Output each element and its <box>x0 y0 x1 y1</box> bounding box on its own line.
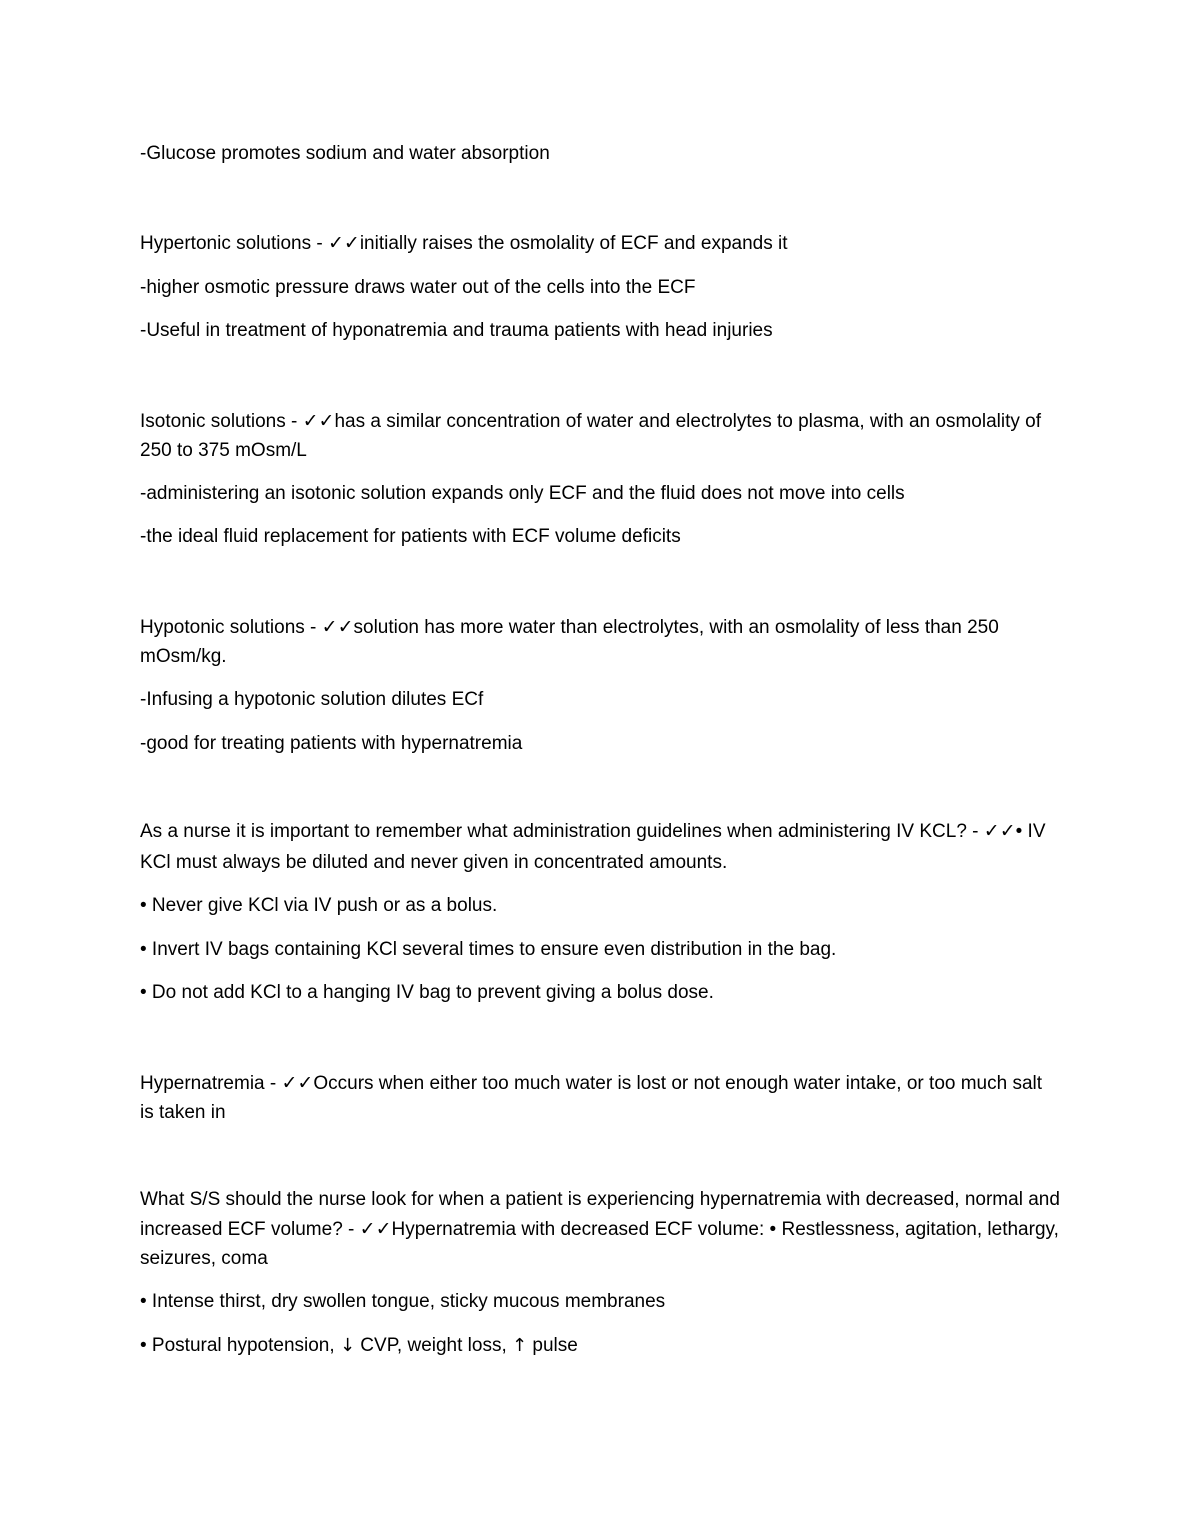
term-label: What S/S should the nurse look for when a patient is experiencing hypernatremia with decreased, normal and increased ECF volume? - <box>140 1189 1060 1240</box>
term-answer: has a similar concentration of water and electrolytes to plasma, with an osmolality of 250 to 375 mOsm/L <box>140 411 1041 461</box>
term-hypertonic <box>140 229 1060 258</box>
check-icon: ✓✓ <box>327 232 360 254</box>
term-hypernatremia <box>140 1069 1060 1127</box>
line-useful-treatment <box>140 316 1060 345</box>
check-icon: ✓✓ <box>302 410 335 432</box>
bullet-text: • Do not add KCl to a hanging IV bag to prevent giving a bolus dose. <box>140 982 714 1003</box>
term-iv-kcl <box>140 816 1060 878</box>
check-icon: ✓✓ <box>321 616 354 638</box>
line-text: -Useful in treatment of hyponatremia and trauma patients with head injuries <box>140 320 773 341</box>
bullet-text: • Invert IV bags containing KCl several times to ensure even distribution in the bag. <box>140 939 837 960</box>
term-label: Hypotonic solutions - <box>140 617 322 638</box>
term-answer: • IV KCl must always be diluted and never given in concentrated amounts. <box>140 821 1046 873</box>
bullet-text-part: CVP, weight loss, <box>355 1335 513 1356</box>
bullet-text-part: pulse <box>527 1335 578 1356</box>
bullet-text: • Never give KCl via IV push or as a bolus. <box>140 895 498 916</box>
term-hypotonic <box>140 613 1060 671</box>
bullet-invert-bags <box>140 935 1060 964</box>
line-text: -higher osmotic pressure draws water out of the cells into the ECF <box>140 277 696 298</box>
term-label: Hypertonic solutions - <box>140 233 328 254</box>
arrow-up-icon: ↑ <box>512 1335 528 1356</box>
line-dilutes-ecf <box>140 685 1060 714</box>
check-icon: ✓✓ <box>281 1072 314 1094</box>
line-osmotic-pressure <box>140 273 1060 302</box>
term-answer: solution has more water than electrolytes, with an osmolality of less than 250 mOsm/kg. <box>140 617 999 667</box>
term-label: As a nurse it is important to remember what administration guidelines when administering IV KCL? - <box>140 821 984 842</box>
line-ideal-replacement <box>140 522 1060 551</box>
arrow-down-icon: ↓ <box>339 1335 356 1356</box>
bullet-never-push <box>140 891 1060 920</box>
term-label: Isotonic solutions - <box>140 411 303 432</box>
line-glucose <box>140 139 1060 168</box>
bullet-text-part: • Postural hypotension, <box>140 1335 340 1356</box>
term-answer: initially raises the osmolality of ECF and expands it <box>359 233 788 254</box>
bullet-intense-thirst <box>140 1287 1060 1316</box>
term-answer: Hypernatremia with decreased ECF volume: • Restlessness, agitation, lethargy, seizures, coma <box>140 1218 1059 1269</box>
term-hypernatremia-signs <box>140 1185 1060 1274</box>
line-text: -Infusing a hypotonic solution dilutes ECf <box>140 689 484 710</box>
line-isotonic-expands <box>140 479 1060 508</box>
term-label: Hypernatremia - <box>140 1073 282 1094</box>
term-isotonic <box>140 407 1060 465</box>
check-icon: ✓✓ <box>359 1217 392 1240</box>
bullet-hanging-bag <box>140 978 1060 1007</box>
bullet-text: • Intense thirst, dry swollen tongue, sticky mucous membranes <box>140 1291 666 1312</box>
line-text: -the ideal fluid replacement for patients with ECF volume deficits <box>140 526 681 547</box>
line-text: -Glucose promotes sodium and water absorption <box>140 143 550 164</box>
line-text: -good for treating patients with hypernatremia <box>140 733 523 754</box>
term-answer: Occurs when either too much water is lost or not enough water intake, or too much salt is taken in <box>140 1073 1043 1123</box>
bullet-postural-hypotension <box>140 1331 1060 1360</box>
line-text: -administering an isotonic solution expands only ECF and the fluid does not move into cells <box>140 483 905 504</box>
line-good-for-hypernatremia <box>140 729 1060 758</box>
check-icon: ✓✓ <box>983 820 1016 842</box>
